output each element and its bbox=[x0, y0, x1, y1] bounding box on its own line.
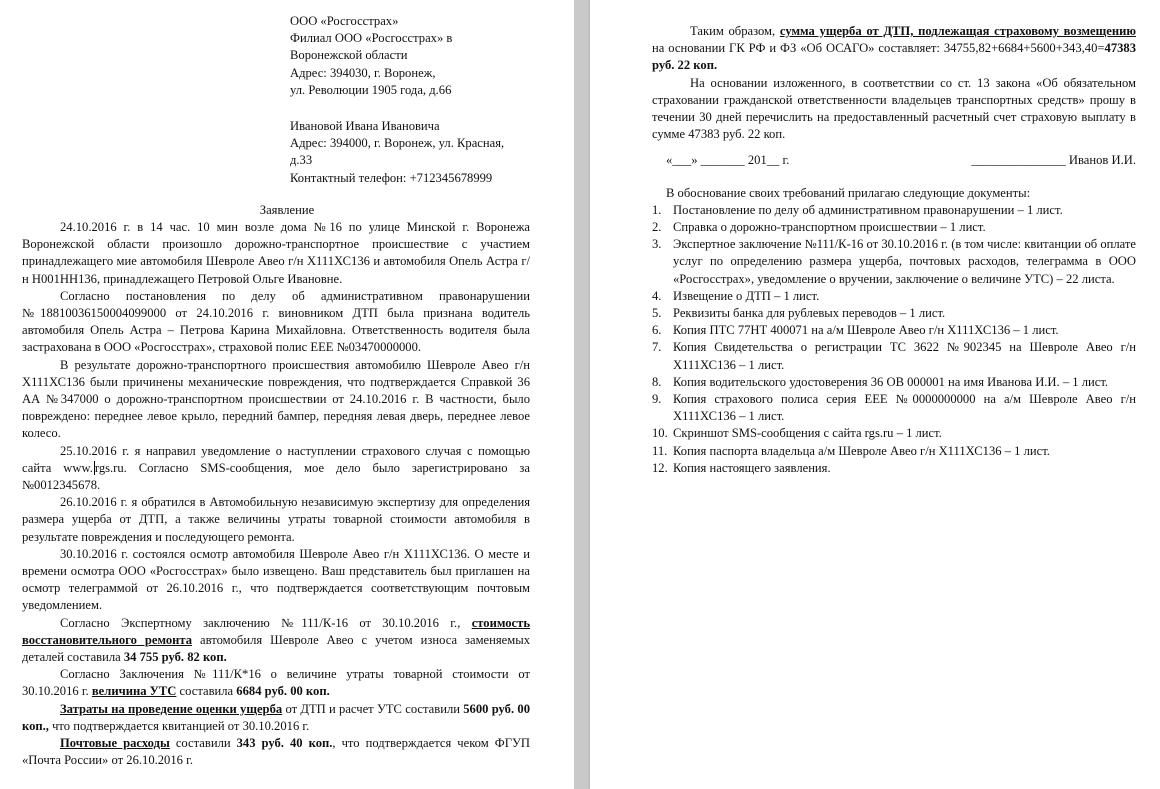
paragraph-incident: 24.10.2016 г. в 14 час. 10 мин возле дома №16 по улице Минской г. Воронежа Воронежской области произошло дорожно-транспортное происшествие с участием принадлежащего мие автомобиля Шевроле Авео г/н Х111ХС136 и автомобиля Опель Астра г/н Н001НН136, принадлежащего Петровой Ольге Ивановне. bbox=[22, 220, 530, 286]
sender-line: Контактный телефон: +712345678999 bbox=[290, 170, 493, 185]
attachment-text: Копия паспорта владельца а/м Шевроле Авео г/н Х111ХС136 – 1 лист. bbox=[673, 443, 1050, 458]
addressee-line: ул. Революции 1905 года, д.66 bbox=[290, 82, 452, 97]
document-page-left bbox=[0, 0, 574, 789]
text: Таким образом, bbox=[690, 24, 780, 38]
paragraph-total bbox=[652, 23, 1136, 75]
paragraph-notification bbox=[22, 443, 530, 495]
attachment-number: 2. bbox=[652, 220, 662, 235]
attachment-number: 11. bbox=[652, 443, 668, 458]
attachment-item bbox=[652, 219, 1136, 236]
attachment-number: 4. bbox=[652, 288, 662, 303]
addressee-line: Филиал ООО «Росгосстрах» в bbox=[290, 31, 453, 46]
attachment-number: 6. bbox=[652, 323, 662, 338]
attachment-text: Копия страхового полиса серия ЕЕЕ №0000000000 на а/м Шевроле Авео г/н Х111ХС136 – 1 лист. bbox=[673, 392, 1136, 424]
assessment-cost-label: Затраты на проведение оценки ущерба bbox=[60, 701, 283, 716]
uts-amount: 6684 руб. 00 коп. bbox=[236, 684, 330, 699]
addressee-line: Адрес: 394030, г. Воронеж, bbox=[290, 65, 436, 80]
attachment-text: Экспертное заключение №111/К-16 от 30.10.2016 г. (в том числе: квитанции об оплате услуг по определению размера ущерба, почтовых расходов, телеграмма в ООО «Росгосстрах», уведомление о вручении, заключение о величине УТС) – 22 листа. bbox=[673, 237, 1136, 286]
attachment-text: Справка о дорожно-транспортном происшествии – 1 лист. bbox=[673, 220, 986, 235]
text: Согласно Экспертному заключению №111/К-16 от 30.10.2016 г., bbox=[60, 615, 472, 630]
attachments-intro: В обоснование своих требований прилагаю следующие документы: bbox=[666, 185, 1031, 200]
attachment-text: Скриншот SMS-сообщения с сайта rgs.ru – 1 лист. bbox=[673, 426, 942, 441]
attachment-item bbox=[652, 288, 1136, 305]
attachment-number: 9. bbox=[652, 392, 662, 407]
sender-line: д.33 bbox=[290, 153, 313, 168]
sender-line: Адрес: 394000, г. Воронеж, ул. Красная, bbox=[290, 136, 505, 151]
addressee-block bbox=[290, 13, 530, 99]
attachment-number: 10. bbox=[652, 426, 668, 441]
claim-body bbox=[652, 23, 1136, 477]
attachment-item bbox=[652, 202, 1136, 219]
text: на основании ГК РФ и ФЗ «Об ОСАГО» составляет: 34755,82+6684+5600+343,40= bbox=[652, 41, 1105, 56]
text: составила bbox=[176, 684, 237, 699]
addressee-line: ООО «Росгосстрах» bbox=[290, 14, 399, 28]
assessment-cost-amount: 5600 руб. 00 коп., bbox=[22, 701, 530, 733]
signature-line: _______________ Иванов И.И. bbox=[971, 153, 1136, 168]
text: Согласно Заключения №111/К*16 о величине утраты товарной стоимости от 30.10.2016 г. bbox=[22, 667, 530, 699]
attachment-item bbox=[652, 339, 1136, 373]
attachment-text: Извещение о ДТП – 1 лист. bbox=[673, 288, 820, 303]
text: что подтверждается квитанцией от 30.10.2016 г. bbox=[48, 718, 310, 733]
text: автомобиля Шевроле Авео с учетом износа заменяемых деталей составила bbox=[22, 632, 530, 665]
attachment-item bbox=[652, 443, 1136, 460]
attachment-number: 7. bbox=[652, 340, 662, 355]
paragraph-damage: В результате дорожно-транспортного происшествия автомобилю Шевроле Авео г/н Х111ХС136 были причинены механические повреждения, что подтверждается Справкой 36 АА №347000 о дорожно-транспортном происшествии от 24.10.2016 г. В частности, было повреждено: переднее левое крыло, передний бампер, передняя левая дверь, переднее левое колесо. bbox=[22, 357, 530, 441]
attachment-number: 5. bbox=[652, 306, 662, 321]
paragraph-inspection: 30.10.2016 г. состоялся осмотр автомобиля Шевроле Авео г/н Х111ХС136. О месте и времени осмотра ООО «Росгосстрах» было извещено. Ваш представитель был приглашен на осмотр телеграммой от 26.10.2016 г., что подтверждается соответствующим почтовым уведомлением. bbox=[22, 546, 530, 613]
total-amount: 47383 руб. 22 коп. bbox=[652, 41, 1136, 73]
paragraph-repair-cost bbox=[22, 615, 530, 667]
notification-text-b: rgs.ru. Согласно SMS-сообщения, мое дело было зарегистрировано за №0012345678. bbox=[22, 460, 530, 493]
attachment-item bbox=[652, 322, 1136, 339]
document-title: Заявление bbox=[259, 203, 315, 217]
attachment-text: Копия ПТС 77НТ 400071 на а/м Шевроле Авео г/н Х111ХС136 – 1 лист. bbox=[673, 323, 1059, 338]
paragraph-request: На основании изложенного, в соответствии со ст. 13 закона «Об обязательном страховании гражданской ответственности владельцев транспортных средств» прошу в течении 30 дней перечислить на предоставленный расчетный счет страховую выплату в сумме 47383 руб. 22 коп. bbox=[652, 75, 1136, 142]
sender-block bbox=[290, 118, 530, 187]
document-page-right bbox=[590, 0, 1160, 789]
attachment-item bbox=[652, 236, 1136, 288]
attachment-text: Копия Свидетельства о регистрации ТС 3622 №902345 на Шевроле Авео г/н Х111ХС136 – 1 лист. bbox=[673, 340, 1136, 372]
sender-line: Ивановой Ивана Ивановича bbox=[290, 119, 440, 133]
date-line: «___» _______ 201__ г. bbox=[666, 153, 790, 168]
paragraph-ruling: Согласно постановления по делу об административном правонарушении №18810036150004099000 от 24.10.2016 г. виновником ДТП была признана водитель автомобиля Опель Астра – Петрова Карина Михайловна. Ответственность водителя была застрахована в ООО «Росгосстрах», страховой полис ЕЕЕ №03470000000. bbox=[22, 288, 530, 355]
repair-cost-label: стоимость восстановительного ремонта bbox=[22, 615, 530, 647]
attachment-text: Копия настоящего заявления. bbox=[673, 460, 831, 475]
attachment-text: Постановление по делу об административном правонарушении – 1 лист. bbox=[673, 202, 1063, 217]
attachment-item bbox=[652, 391, 1136, 425]
text: от ДТП и расчет УТС составили bbox=[282, 701, 464, 716]
paragraph-postal-cost bbox=[22, 735, 530, 769]
page-gutter bbox=[574, 0, 590, 789]
text: , что подтверждается чеком ФГУП «Почта России» от 26.10.2016 г. bbox=[22, 736, 530, 768]
addressee-line: Воронежской области bbox=[290, 48, 408, 63]
notification-text-a: 25.10.2016 г. я направил уведомление о наступлении страхового случая с помощью сайта www. bbox=[22, 443, 530, 475]
attachment-number: 8. bbox=[652, 374, 662, 389]
attachment-item bbox=[652, 460, 1136, 477]
statement-body bbox=[22, 219, 530, 770]
attachment-number: 3. bbox=[652, 237, 662, 252]
attachment-item bbox=[652, 305, 1136, 322]
postal-cost-label: Почтовые расходы bbox=[60, 736, 170, 751]
attachment-number: 12. bbox=[652, 460, 668, 475]
signature-row bbox=[652, 152, 1136, 169]
attachment-text: Реквизиты банка для рублевых переводов – 1 лист. bbox=[673, 306, 946, 321]
paragraph-uts bbox=[22, 666, 530, 700]
total-label: сумма ущерба от ДТП, подлежащая страховому возмещению bbox=[779, 24, 1136, 38]
text: составили bbox=[169, 736, 237, 751]
attachment-item bbox=[652, 425, 1136, 442]
paragraph-expertise: 26.10.2016 г. я обратился в Автомобильную независимую экспертизу для определения размера ущерба от ДТП, а также величины утраты товарной стоимости автомобиля в результате повреждения и последующего ремонта. bbox=[22, 495, 530, 544]
attachments-list bbox=[652, 202, 1136, 477]
uts-label: величина УТС bbox=[91, 684, 177, 699]
attachment-text: Копия водительского удостоверения 36 ОВ 000001 на имя Иванова И.И. – 1 лист. bbox=[673, 374, 1109, 389]
attachment-number: 1. bbox=[652, 202, 662, 217]
postal-cost-amount: 343 руб. 40 коп. bbox=[236, 736, 333, 751]
paragraph-assessment-cost bbox=[22, 701, 530, 735]
attachment-item bbox=[652, 374, 1136, 391]
repair-cost-amount: 34 755 руб. 82 коп. bbox=[123, 650, 227, 665]
